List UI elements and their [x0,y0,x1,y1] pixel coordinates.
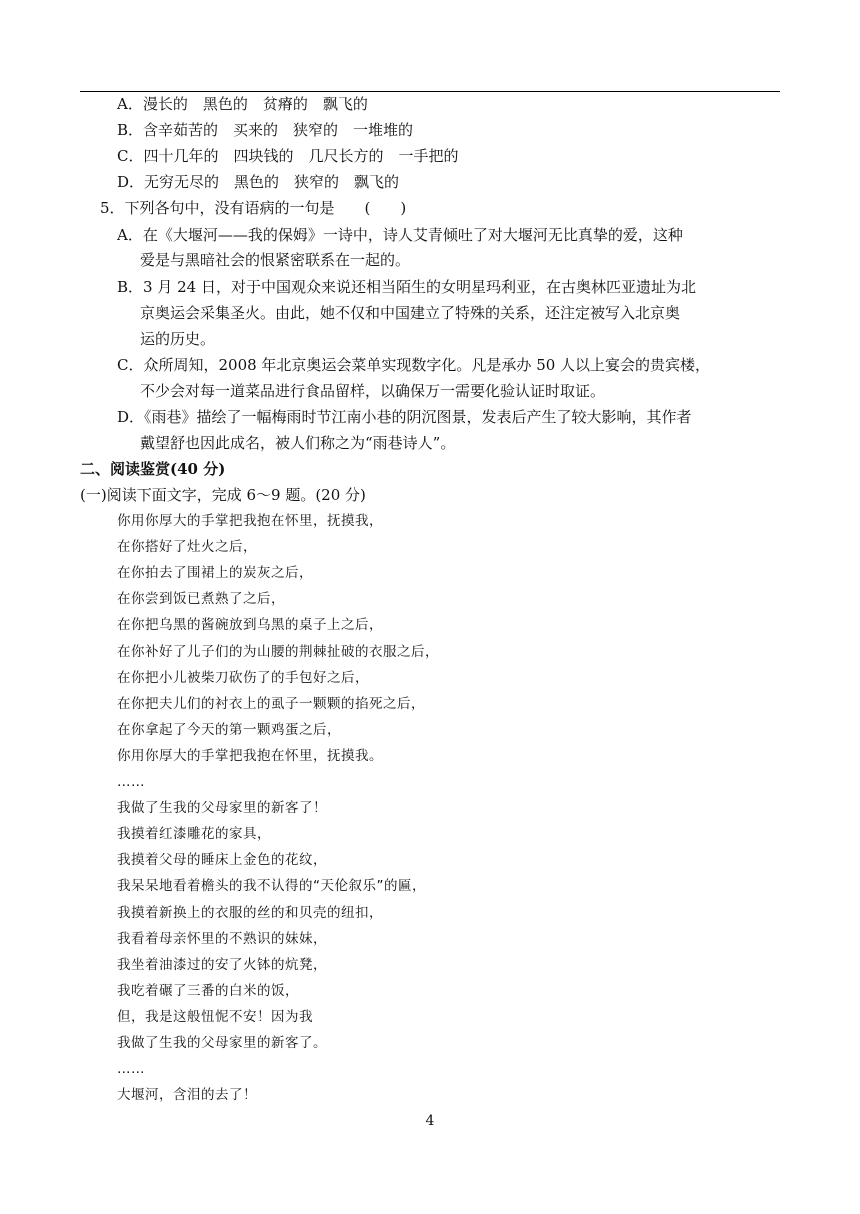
poem-line: 在你把小儿被柴刀砍伤了的手包好之后， [117,669,369,686]
q5-option-c-line1: C．众所周知，2008 年北京奥运会菜单实现数字化。凡是承办 50 人以上宴会的贵宾楼， [117,356,711,374]
q5-option-a-line1: A．在《大堰河——我的保姆》一诗中，诗人艾青倾吐了对大堰河无比真挚的爱，这种 [117,226,683,244]
q5-option-d-line2: 戴望舒也因此成名，被人们称之为“雨巷诗人”。 [140,434,456,452]
q4-option-c: C．四十几年的 四块钱的 几尺长方的 一手把的 [117,147,459,165]
q5-option-d-line1: D．《雨巷》描绘了一幅梅雨时节江南小巷的阴沉图景，发表后产生了较大影响，其作者 [117,408,692,426]
poem-line: 我做了生我的父母家里的新客了！ [117,800,327,817]
q5-option-b-line2: 京奥运会采集圣火。由此，她不仅和中国建立了特殊的关系，还注定被写入北京奥 [140,304,681,322]
poem-line: 我摸着红漆雕花的家具， [117,826,271,843]
q5-option-c-line2: 不少会对每一道菜品进行食品留样，以确保万一需要化验认证时取证。 [140,382,606,400]
poem-line: 我呆呆地看着檐头的我不认得的“天伦叙乐”的匾， [117,878,426,895]
q5-option-b-line3: 运的历史。 [140,330,216,348]
poem-line: 在你拿起了今天的第一颗鸡蛋之后， [117,721,341,738]
poem-line: 在你把夫儿们的衬衣上的虱子一颗颗的掐死之后， [117,695,425,712]
part-title: (一)阅读下面文字，完成 6～9 题。(20 分) [80,486,366,504]
poem-line: 你用你厚大的手掌把我抱在怀里，抚摸我。 [117,747,383,764]
poem-line: 我看着母亲怀里的不熟识的妹妹， [117,930,327,947]
poem-line: 在你尝到饭已煮熟了之后， [117,591,285,608]
poem-line: 在你把乌黑的酱碗放到乌黑的桌子上之后， [117,617,383,634]
page-number: 4 [425,1113,435,1129]
poem-line: 我摸着新换上的衣服的丝的和贝壳的纽扣， [117,904,383,921]
poem-line: 我做了生我的父母家里的新客了。 [117,1035,327,1051]
poem-line: 在你搭好了灶火之后， [117,539,257,556]
poem-line: 我摸着父母的睡床上金色的花纹， [117,852,327,869]
section-title: 二、阅读鉴赏(40 分) [80,460,226,478]
q5-option-b-line1: B．3 月 24 日，对于中国观众来说还相当陌生的女明星玛利亚，在古奥林匹亚遗址为北 [117,278,696,296]
header-rule [80,91,780,92]
q5-option-a-line2: 爱是与黑暗社会的恨紧密联系在一起的。 [140,251,411,269]
q4-option-d: D．无穷无尽的 黑色的 狭窄的 飘飞的 [117,173,400,191]
poem-line: …… [117,774,145,790]
poem-line: 在你补好了儿子们的为山腰的荆棘扯破的衣服之后， [117,643,439,660]
poem-line: 我吃着碾了三番的白米的饭， [117,982,299,999]
poem-line: …… [117,1061,145,1078]
poem-line: 在你拍去了围裙上的炭灰之后， [117,565,313,582]
q5-stem: 5．下列各句中，没有语病的一句是 ( ) [100,199,407,217]
poem-line: 你用你厚大的手掌把我抱在怀里，抚摸我， [117,513,383,529]
poem-line: 大堰河，含泪的去了！ [117,1087,257,1104]
q4-option-a: A．漫长的 黑色的 贫瘠的 飘飞的 [117,95,368,113]
poem-line: 我坐着油漆过的安了火钵的炕凳， [117,956,327,973]
q4-option-b: B．含辛茹苦的 买来的 狭窄的 一堆堆的 [117,121,414,139]
poem-line: 但，我是这般忸怩不安！因为我 [117,1008,313,1025]
